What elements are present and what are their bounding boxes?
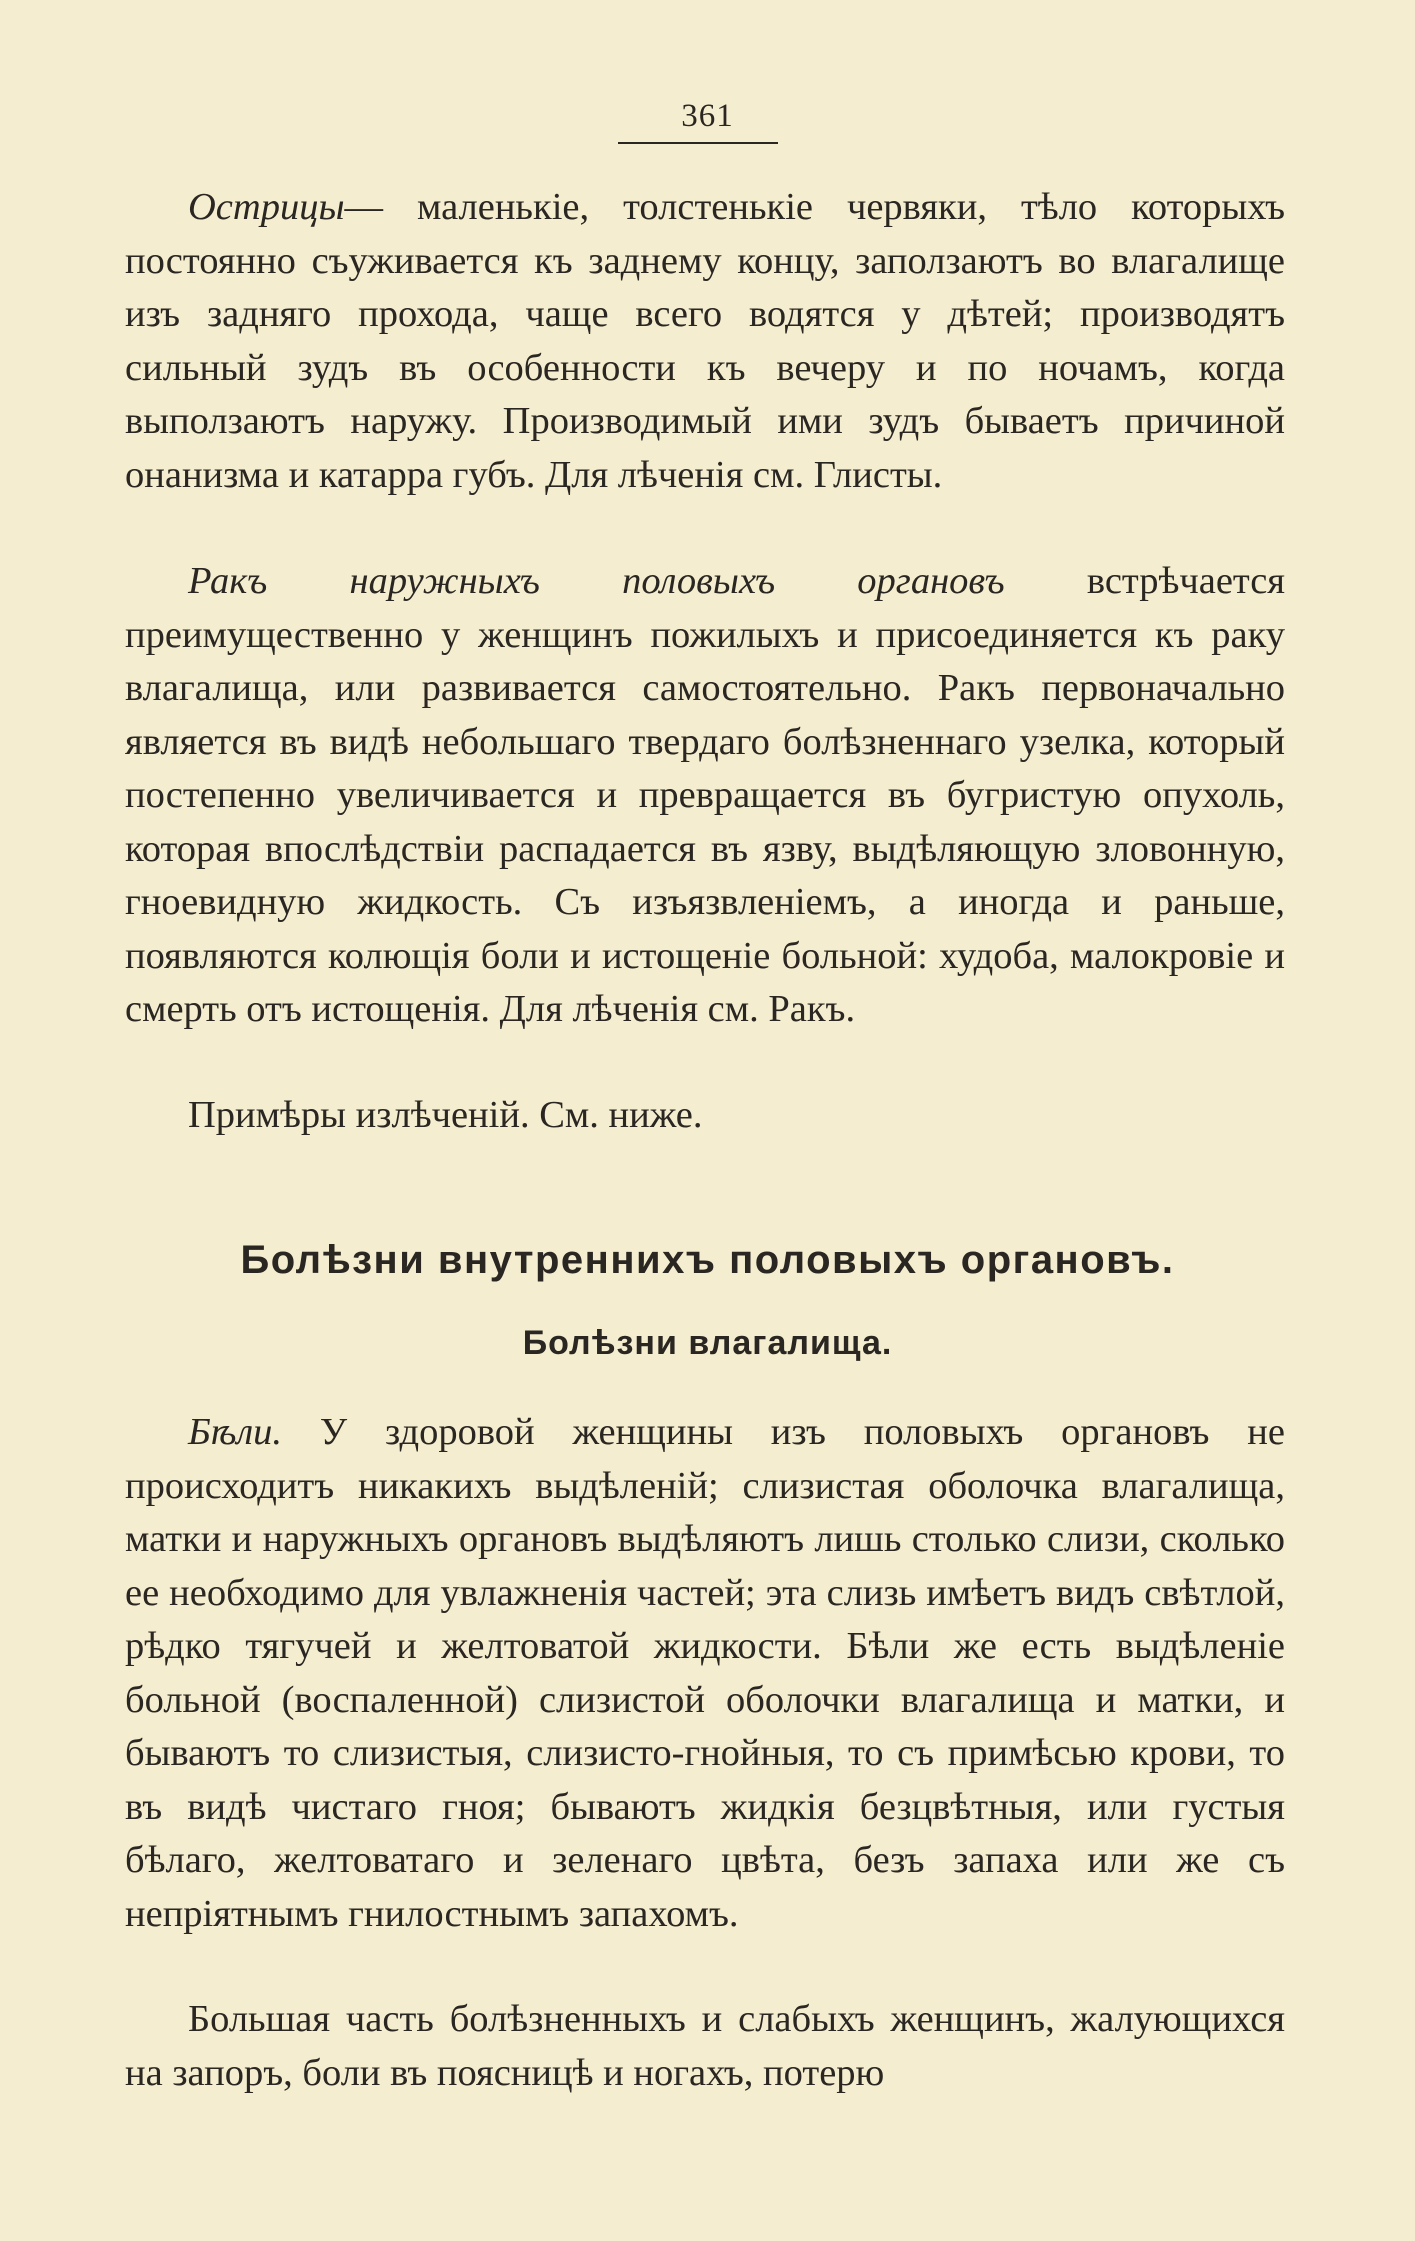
- paragraph-text: Большая часть болѣзненныхъ и слабыхъ женщинъ, жалующихся на запоръ, боли въ поясницѣ и ногахъ, потерю: [125, 1998, 1285, 2094]
- term-pinworms: Острицы: [188, 186, 345, 228]
- paragraph-examples: [125, 1089, 1285, 1143]
- section-heading: Болѣзни внутреннихъ половыхъ органовъ.: [240, 1238, 1175, 1282]
- header-rule: [618, 142, 778, 144]
- paragraph-text: встрѣчается преимущественно у женщинъ пожилыхъ и присоединяется къ раку влагалища, или развивается самостоятельно. Ракъ первоначально является въ видѣ небольшаго твердаго болѣзненнаго узелка, который постепенно увеличивается и превращается въ бугристую опухоль, которая впослѣдствіи распадается въ язву, выдѣляющую зловонную, гноевидную жидкость. Съ изъязвленіемъ, а иногда и раньше, появляются колющія боли и истощеніе больной: худоба, малокровіе и смерть отъ истощенія. Для лѣченія см. Ракъ.: [125, 560, 1285, 1030]
- paragraph-text: — маленькіе, толстенькіе червяки, тѣло которыхъ постоянно съуживается къ заднему концу, заползаютъ во влагалище изъ задняго прохода, чаще всего водятся у дѣтей; производятъ сильный зудъ въ особенности къ вечеру и по ночамъ, когда выползаютъ наружу. Производимый ими зудъ бываетъ причиной онанизма и катарра губъ. Для лѣченія см. Глисты.: [125, 186, 1285, 496]
- page-number: 361: [681, 98, 734, 134]
- paragraph-pinworms: [125, 181, 1285, 502]
- paragraph-leucorrhea: [125, 1406, 1285, 1941]
- paragraph-external-cancer: [125, 555, 1285, 1037]
- term-leucorrhea: Бѣли.: [188, 1411, 283, 1453]
- paragraph-text: Примѣры излѣченій. См. ниже.: [188, 1094, 703, 1136]
- sub-heading: Болѣзни влагалища.: [522, 1324, 893, 1362]
- paragraph-text: У здоровой женщины изъ половыхъ органовъ не происходитъ никакихъ выдѣленій; слизистая оболочка влагалища, матки и наружныхъ органовъ выдѣляютъ лишь столько слизи, сколько ее необходимо для увлажненія частей; эта слизь имѣетъ видъ свѣтлой, рѣдко тягучей и желтоватой жидкости. Бѣли же есть выдѣленіе больной (воспаленной) слизистой оболочки влагалища и матки, и бываютъ то слизистыя, слизисто-гнойныя, то съ примѣсью крови, то въ видѣ чистаго гноя; бываютъ жидкія безцвѣтныя, или густыя бѣлаго, желтоватаго и зеленаго цвѣта, безъ запаха или же съ непріятнымъ гнилостнымъ запахомъ.: [125, 1411, 1285, 1935]
- term-external-cancer: Ракъ наружныхъ половыхъ органовъ: [188, 560, 1005, 602]
- paragraph-continuation: [125, 1993, 1285, 2100]
